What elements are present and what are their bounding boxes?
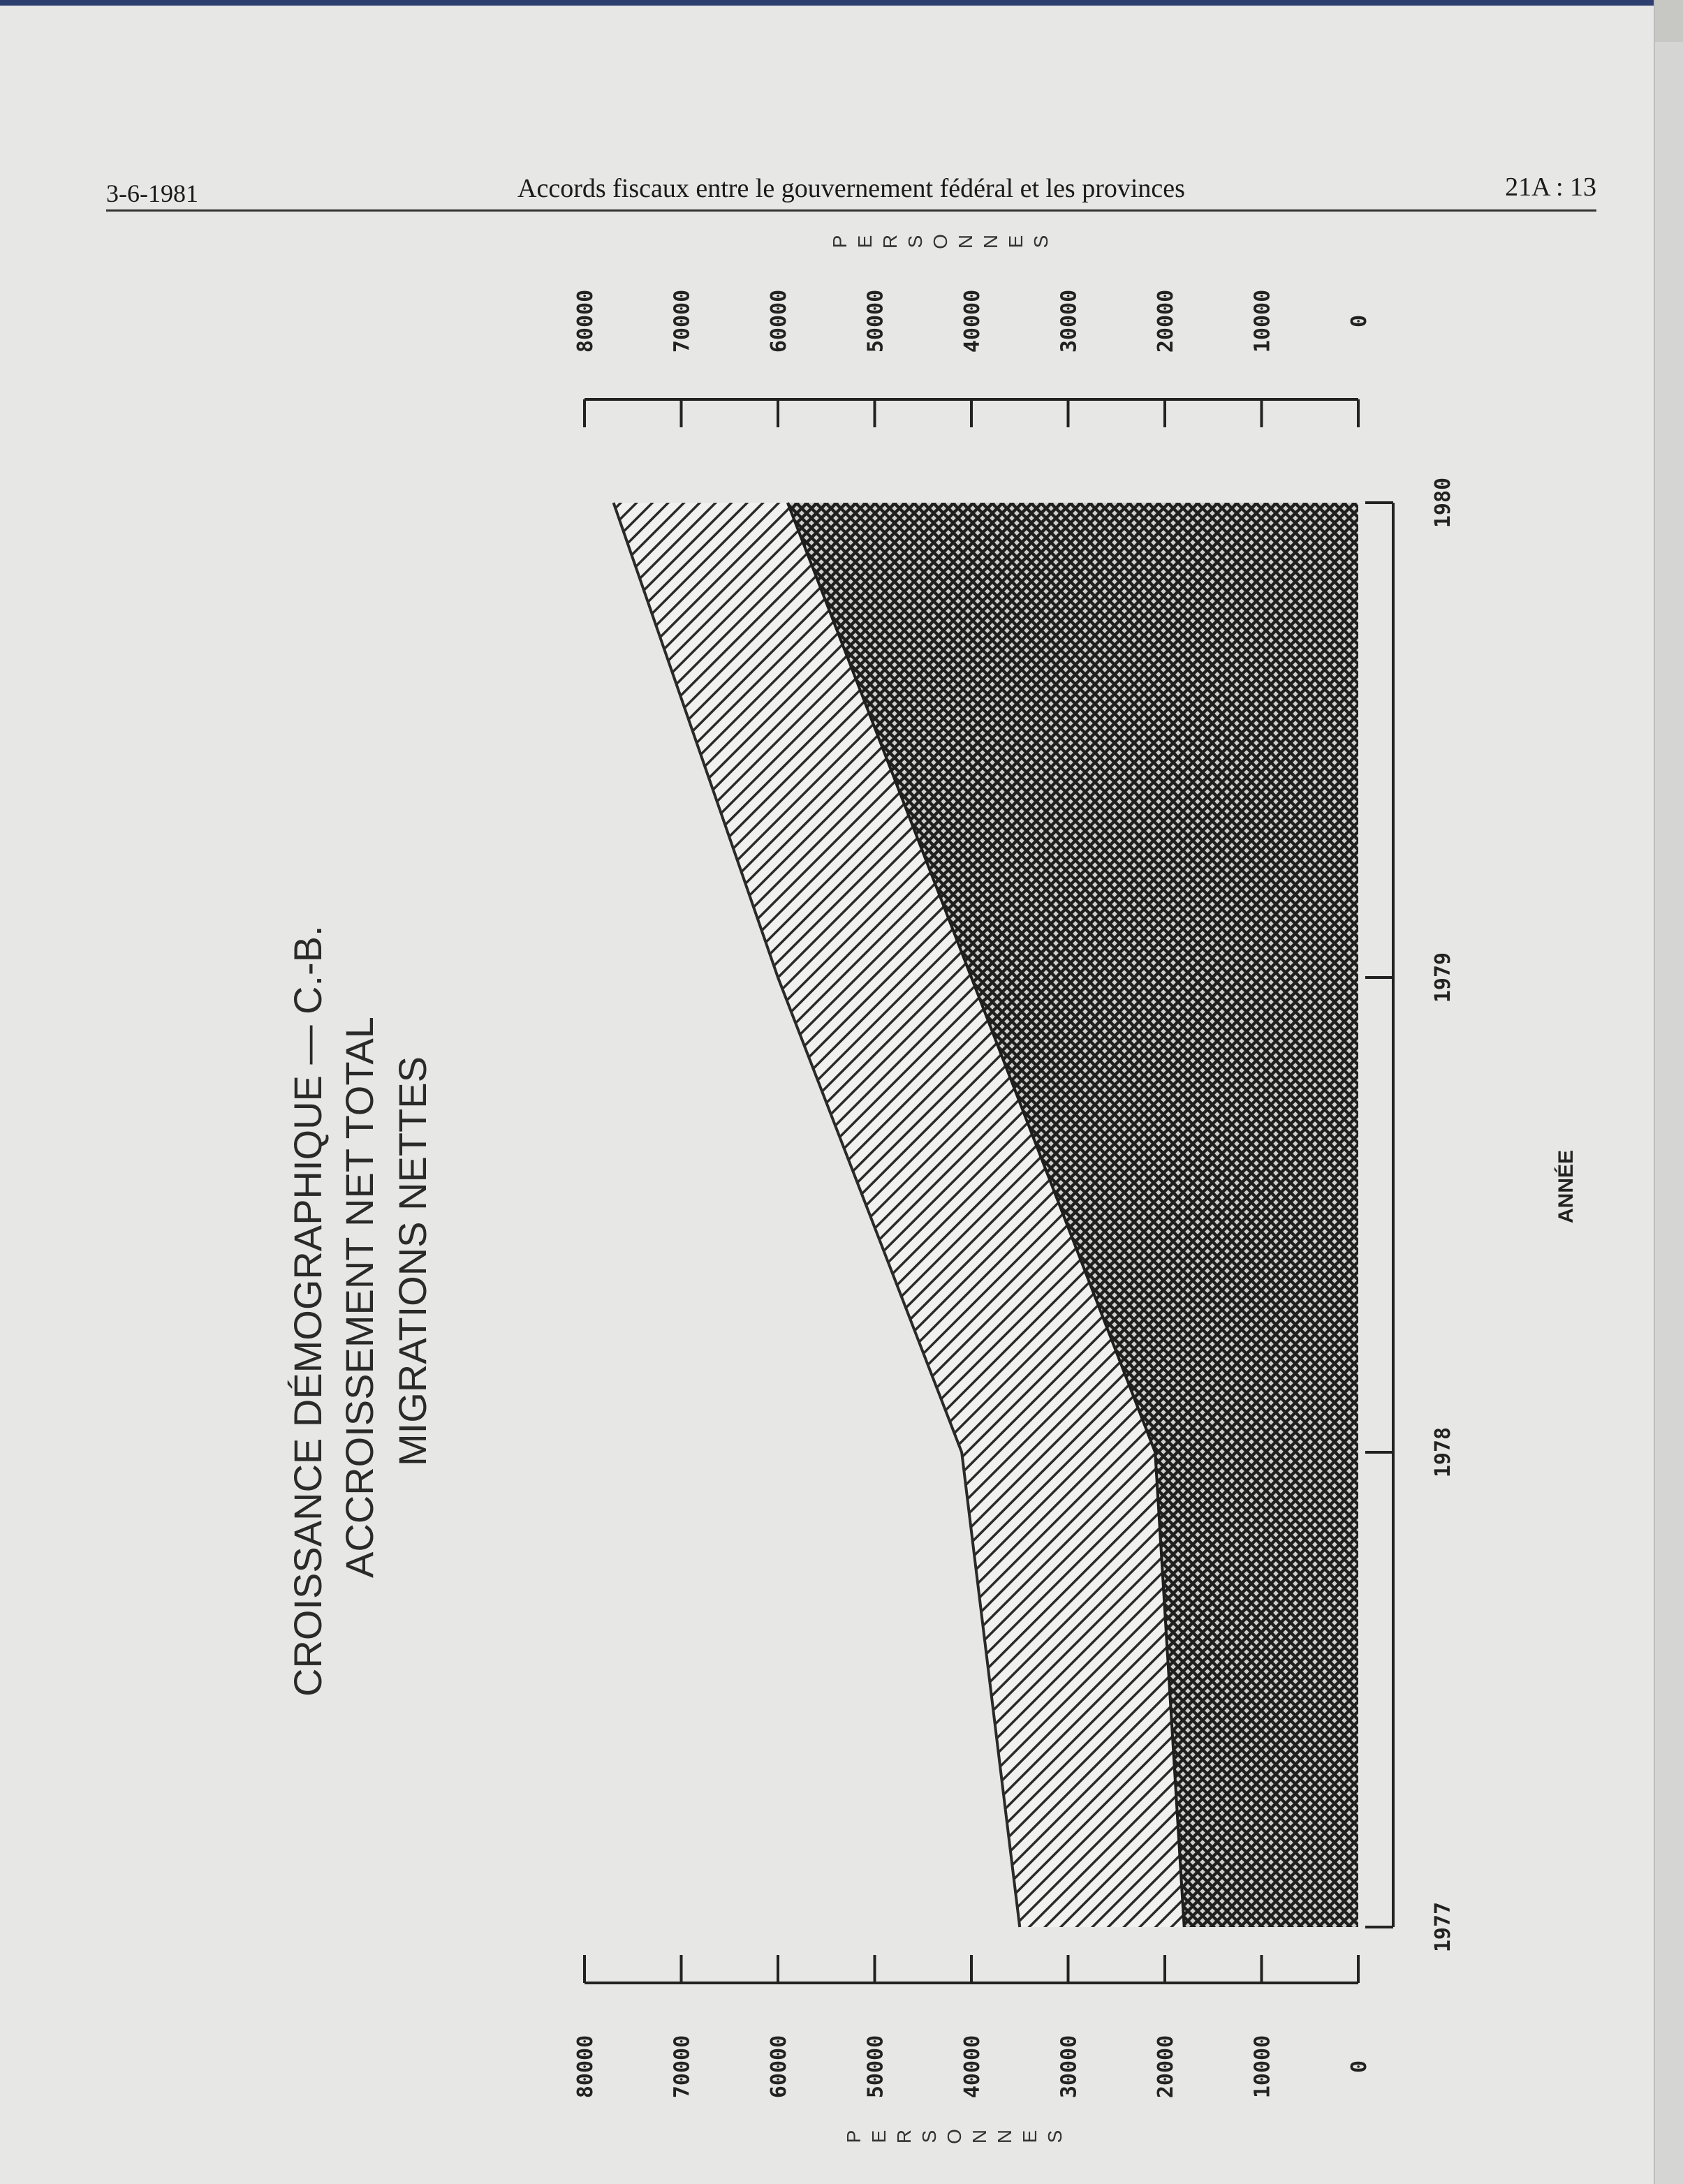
y-axis-label-right <box>829 234 1052 249</box>
value-tick-label-right-8: 80000 <box>573 289 598 353</box>
y-axis-label-right-letter-7: E <box>1005 235 1027 249</box>
y-axis-label-left-letter-7: E <box>1019 2130 1041 2144</box>
y-axis-label-right-letter-2: R <box>879 234 901 249</box>
series-label-total: ACCROISSEMENT NET TOTAL <box>337 1017 381 1578</box>
value-tick-label-left-5: 50000 <box>863 2035 888 2099</box>
y-axis-label-left-letter-4: O <box>943 2129 965 2144</box>
value-tick-label-left-1: 10000 <box>1250 2035 1275 2099</box>
value-tick-label-right-0: 0 <box>1347 314 1372 328</box>
value-tick-label-right-1: 10000 <box>1250 289 1275 353</box>
header-date: 3-6-1981 <box>106 179 198 207</box>
y-axis-label-right-letter-0: P <box>829 235 851 249</box>
value-tick-label-right-7: 70000 <box>670 289 695 353</box>
value-tick-label-left-7: 70000 <box>670 2035 695 2099</box>
y-axis-label-left-letter-1: E <box>868 2130 890 2144</box>
value-tick-label-right-6: 60000 <box>767 289 791 353</box>
value-tick-label-left-8: 80000 <box>573 2035 598 2099</box>
year-tick-label-0: 1977 <box>1431 1901 1455 1953</box>
y-axis-label-right-letter-3: S <box>904 235 926 249</box>
year-tick-label-1: 1978 <box>1431 1426 1455 1478</box>
year-tick-label-2: 1979 <box>1431 952 1455 1003</box>
y-axis-label-left-letter-2: R <box>893 2129 915 2144</box>
series-label-migration: MIGRATIONS NETTES <box>390 1056 434 1466</box>
value-tick-label-left-6: 60000 <box>767 2035 791 2099</box>
value-tick-label-left-0: 0 <box>1347 2060 1372 2074</box>
value-tick-label-right-5: 50000 <box>863 289 888 353</box>
year-tick-label-3: 1980 <box>1431 477 1455 529</box>
y-axis-label-left-letter-8: S <box>1044 2130 1066 2144</box>
y-axis-label-left-letter-0: P <box>843 2130 865 2144</box>
y-axis-label-right-letter-1: E <box>854 235 876 249</box>
header-page-number: 21A : 13 <box>1505 172 1596 202</box>
value-tick-label-right-4: 40000 <box>960 289 985 353</box>
y-axis-label-left-letter-6: N <box>994 2129 1015 2144</box>
chart-title: CROISSANCE DÉMOGRAPHIQUE — C.-B. <box>286 925 330 1697</box>
plot-area <box>614 503 1358 1927</box>
value-tick-label-right-2: 20000 <box>1154 289 1178 353</box>
y-axis-label-right-letter-6: N <box>980 234 1001 249</box>
y-axis-label-left-letter-3: S <box>918 2130 940 2144</box>
header-title: Accords fiscaux entre le gouvernement fédéral et les provinces <box>517 174 1185 203</box>
y-axis-label-left-letter-5: N <box>969 2129 990 2144</box>
y-axis-label-right-letter-5: N <box>955 234 976 249</box>
x-axis-label: ANNÉE <box>1555 1149 1578 1223</box>
y-axis-label-right-letter-8: S <box>1030 235 1052 249</box>
value-tick-label-left-3: 30000 <box>1057 2035 1082 2099</box>
value-tick-label-right-3: 30000 <box>1057 289 1082 353</box>
value-tick-label-left-4: 40000 <box>960 2035 985 2099</box>
y-axis-label-left <box>843 2129 1066 2144</box>
y-axis-label-right-letter-4: O <box>929 234 951 249</box>
value-tick-label-left-2: 20000 <box>1154 2035 1178 2099</box>
